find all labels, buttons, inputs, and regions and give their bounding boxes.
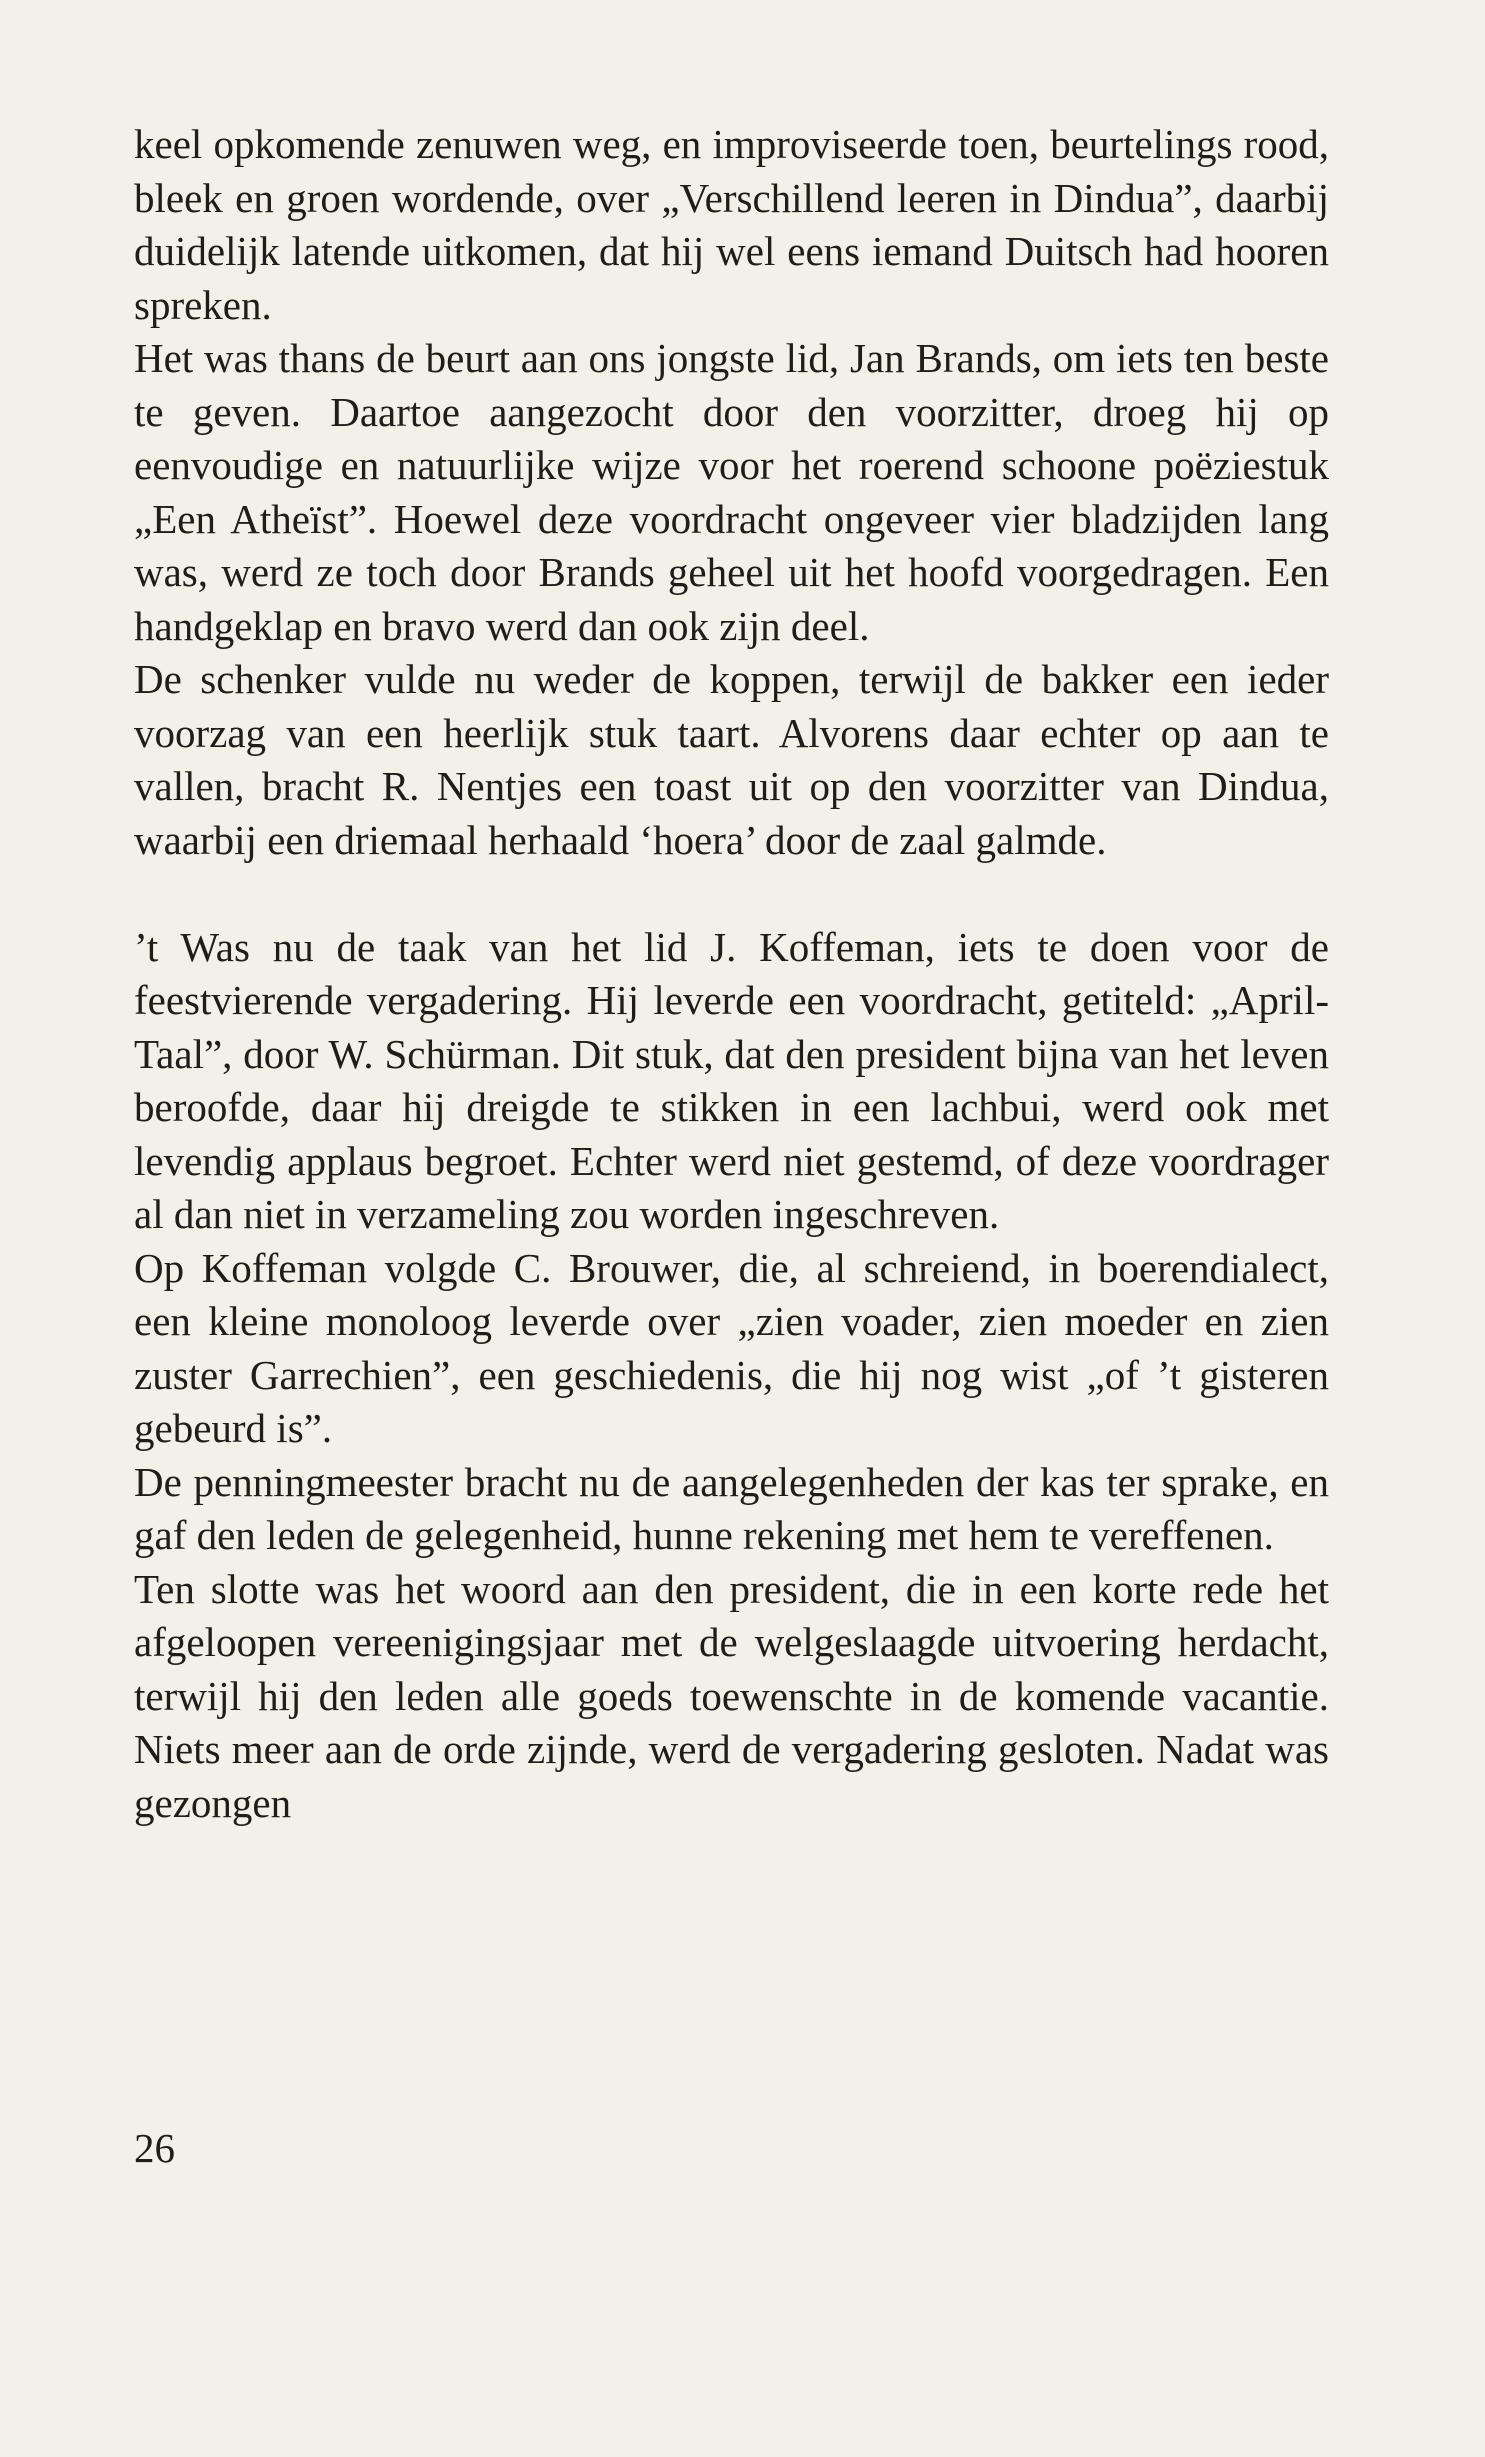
paragraph-spacer: [134, 867, 1329, 921]
paragraph: Het was thans de beurt aan ons jongste lid, Jan Brands, om iets ten beste te geven. Daartoe aangezocht door den voorzitter, droeg hij op eenvoudige en natuurlijke wijze voor het roerend schoone poëziestuk „Een Atheïst”. Hoewel deze voordracht ongeveer vier bladzijden lang was, werd ze toch door Brands geheel uit het hoofd voorgedragen. Een handgeklap en bravo werd dan ook zijn deel.: [134, 335, 1329, 649]
paragraph: Ten slotte was het woord aan den president, die in een korte rede het afgeloopen vereenigingsjaar met de welgeslaagde uitvoering herdacht, terwijl hij den leden alle goeds toewenschte in de komende vacantie. Niets meer aan de orde zijnde, werd de vergadering gesloten. Nadat was gezongen: [134, 1565, 1329, 1826]
paragraph: De schenker vulde nu weder de koppen, terwijl de bakker een ieder voorzag van een heerlijk stuk taart. Alvorens daar echter op aan te vallen, bracht R. Nentjes een toast uit op den voorzitter van Dindua, waarbij een driemaal herhaald ‘hoera’ door de zaal galmde.: [134, 656, 1329, 863]
page-number: 26: [134, 2125, 175, 2171]
paragraph: Op Koffeman volgde C. Brouwer, die, al schreiend, in boerendialect, een kleine monoloog leverde over „zien voader, zien moeder en zien zuster Garrechien”, een geschiedenis, die hij nog wist „of ’t gisteren gebeurd is”.: [134, 1244, 1329, 1451]
body-text: [134, 118, 1329, 1830]
paragraph: ’t Was nu de taak van het lid J. Koffeman, iets te doen voor de feestvierende vergadering. Hij leverde een voordracht, getiteld: „April-Taal”, door W. Schürman. Dit stuk, dat den president bijna van het leven beroofde, daar hij dreigde te stikken in een lachbui, werd ook met levendig applaus begroet. Echter werd niet gestemd, of deze voordrager al dan niet in verzameling zou worden ingeschreven.: [134, 923, 1329, 1237]
paragraph: De penningmeester bracht nu de aangelegenheden der kas ter sprake, en gaf den leden de gelegenheid, hunne rekening met hem te vereffenen.: [134, 1458, 1329, 1558]
paragraph: keel opkomende zenuwen weg, en improviseerde toen, beurtelings rood, bleek en groen wordende, over „Verschillend leeren in Dindua”, daarbij duidelijk latende uitkomen, dat hij wel eens iemand Duitsch had hooren spreken.: [134, 121, 1329, 328]
